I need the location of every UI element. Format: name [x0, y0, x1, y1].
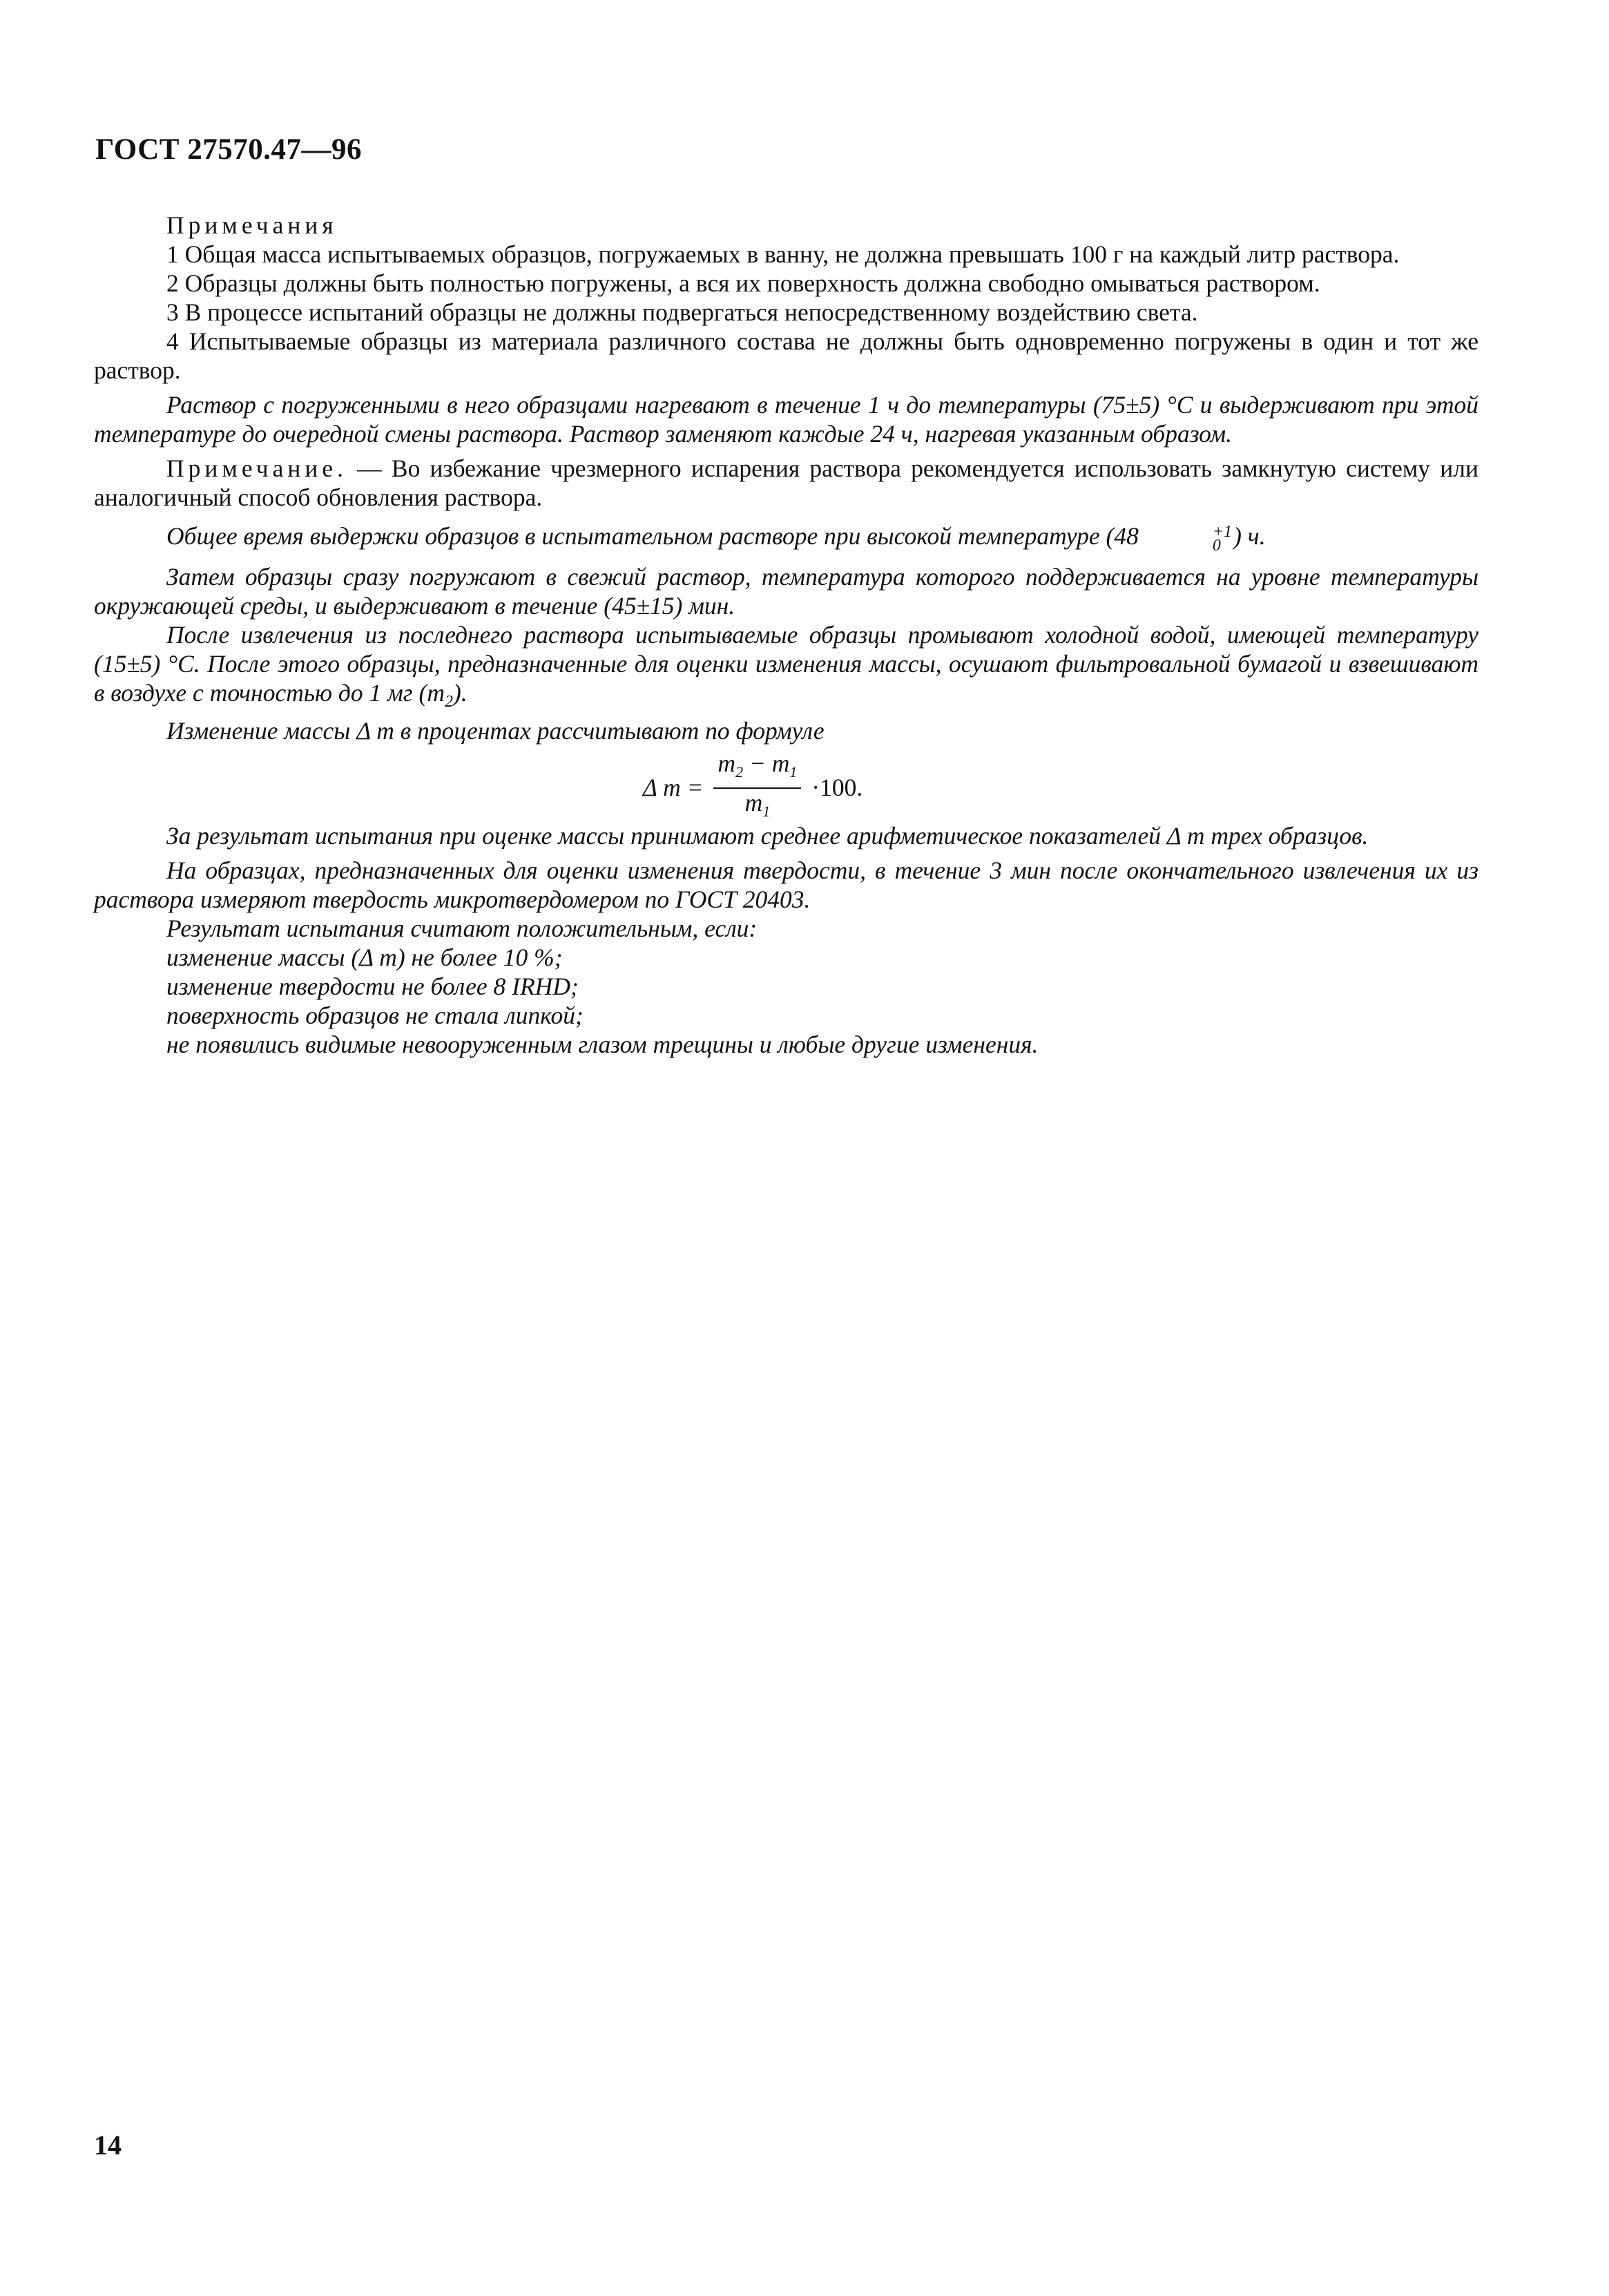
total-time-prefix: Общее время выдержки образцов в испытательном растворе при высокой температуре (48: [166, 522, 1139, 550]
total-time-suffix: ) ч.: [1233, 522, 1266, 550]
page-number: 14: [94, 2130, 122, 2161]
standard-header: ГОСТ 27570.47—96: [95, 133, 362, 166]
note-item-2: 2 Образцы должны быть полностью погружены, а вся их поверхность должна свободно омываться раствором.: [166, 269, 1320, 297]
formula-denominator: $m_1$: [744, 789, 771, 821]
mass-change-intro: Изменение массы Δ m в процентах рассчитывают по формуле: [166, 716, 825, 745]
criteria-item-4: не появились видимые невооруженным глазом трещины и любые другие изменения.: [166, 1030, 1039, 1058]
formula-lhs: Δ m =: [643, 774, 704, 802]
tolerance-lower: 0: [1212, 536, 1221, 555]
formula-numerator: $m_2 - m_1$: [713, 749, 801, 789]
criteria-item-3: поверхность образцов не стала липкой;: [166, 1001, 584, 1029]
note-item-4: 4 Испытываемые образцы из материала различного состава не должны быть одновременно погружены в один и тот же раствор.: [94, 327, 1478, 384]
rinse-variable-subscript: 2: [444, 692, 453, 711]
criteria-item-1: изменение массы (Δ m) не более 10 %;: [166, 943, 563, 971]
tolerance-upper: +1: [1212, 522, 1233, 541]
criteria-intro: Результат испытания считают положительным, если:: [166, 914, 758, 942]
note-2-text: — Во избежание чрезмерного испарения раствора рекомендуется использовать замкнутую систему или аналогичный способ обновления раствора.: [94, 455, 1478, 511]
notes-title: Примечания: [166, 211, 338, 239]
note-item-1: 1 Общая масса испытываемых образцов, погружаемых в ванну, не должна превышать 100 г на каждый литр раствора.: [166, 240, 1400, 268]
result-mass-paragraph: За результат испытания при оценке массы принимают среднее арифметическое показателей Δ m трех образцов.: [166, 821, 1369, 850]
rinse-suffix: ).: [452, 678, 468, 707]
criteria-item-2: изменение твердости не более 8 IRHD;: [166, 972, 579, 1000]
document-body: [94, 211, 1478, 1059]
heating-paragraph: Раствор с погруженными в него образцами нагревают в течение 1 ч до температуры (75±5) °С и выдерживают при этой температуре до очередной смены раствора. Раствор заменяют каждые 24 ч, нагревая указанным образом.: [94, 391, 1478, 448]
formula-tail: ·100.: [811, 774, 863, 802]
immersion-paragraph: Затем образцы сразу погружают в свежий раствор, температура которого поддерживается на уровне температуры окружающей среды, и выдерживают в течение (45±15) мин.: [94, 562, 1478, 620]
total-time-paragraph: [94, 522, 1478, 553]
note-item-3: 3 В процессе испытаний образцы не должны подвергаться непосредственному воздействию света.: [166, 298, 1198, 326]
rinse-text: После извлечения из последнего раствора испытываемые образцы промывают холодной водой, имеющей температуру (15±5) °С. После этого образцы, предназначенные для оценки изменения массы, осушают фильтровальной бумагой и взвешивают в воздухе с точностью до 1 мг (: [94, 620, 1478, 707]
note-2-paragraph: [94, 454, 1478, 512]
hardness-paragraph: На образцах, предназначенных для оценки изменения твердости, в течение 3 мин после окончательного извлечения их из раствора измеряют твердость микротвердомером по ГОСТ 20403.: [94, 856, 1478, 913]
rinse-paragraph: [94, 620, 1478, 716]
rinse-variable: m: [427, 678, 445, 707]
mass-change-formula: [94, 745, 1478, 821]
formula-fraction: [713, 749, 801, 825]
notes-block: [94, 211, 1478, 385]
note-2-title: Примечание.: [166, 455, 347, 482]
